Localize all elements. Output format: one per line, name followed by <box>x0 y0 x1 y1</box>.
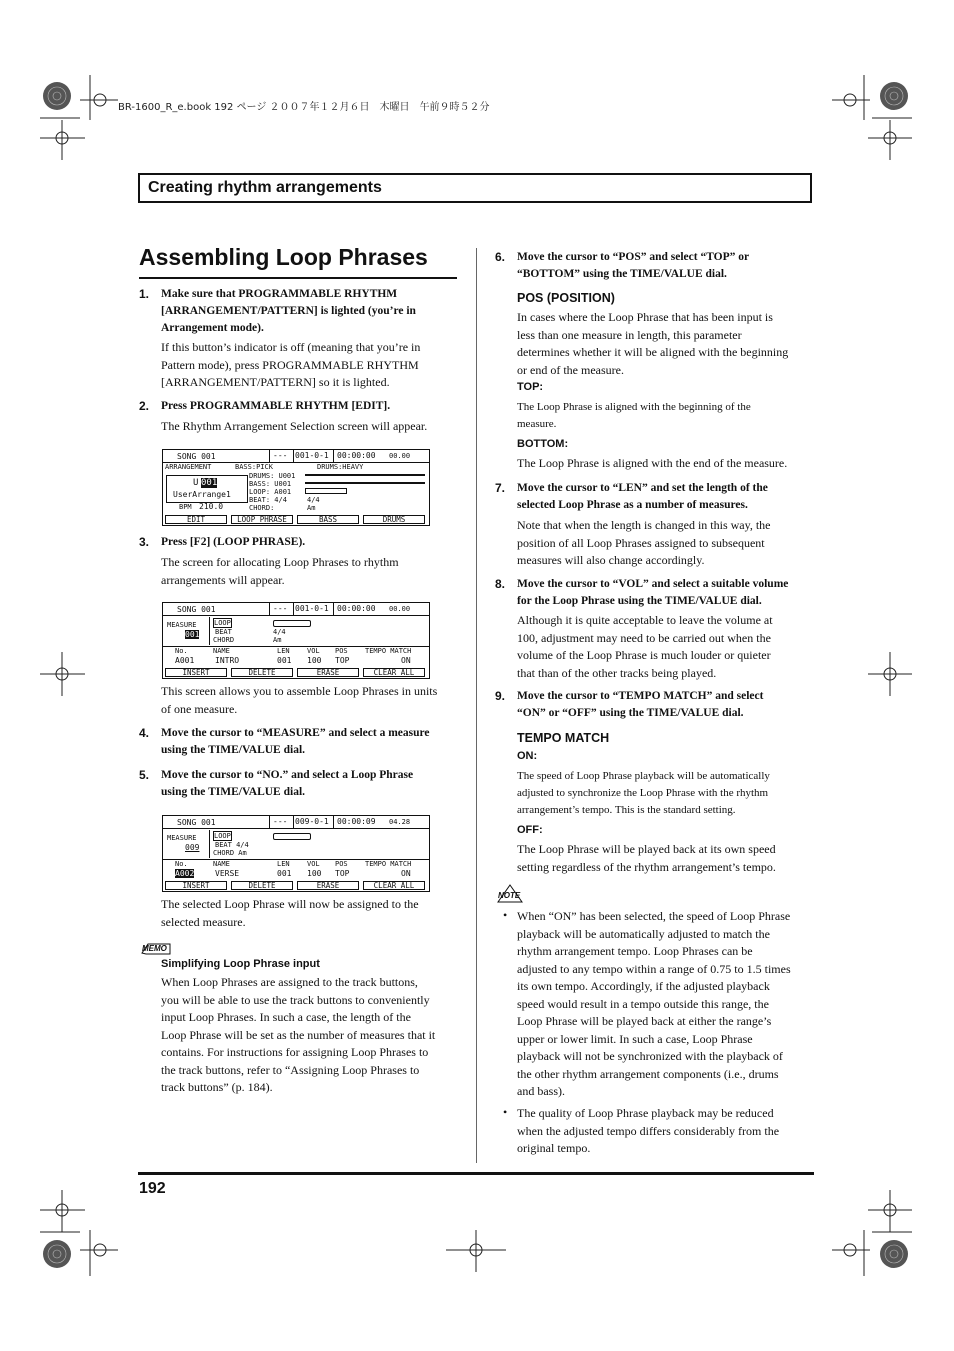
section-title: Creating rhythm arrangements <box>148 179 382 196</box>
f1-button: EDIT <box>165 515 227 524</box>
f1-button: INSERT <box>165 668 227 677</box>
step-body: If this button’s indicator is off (meaning that you’re in Pattern mode), press PROGRAMMABLE RHYTHM [ARRANGEMENT/PATTERN] so it is lighted. <box>161 340 421 389</box>
note-item: The quality of Loop Phrase playback may be reduced when the adjusted tempo differs considerably from the original tempo. <box>517 1106 780 1155</box>
page-number: 192 <box>139 1180 166 1197</box>
print-info-line: BR-1600_R_e.book 192 ページ ２００７年１２月６日 木曜日 午前９時５２分 <box>118 102 490 113</box>
option-label: TOP: <box>517 381 544 393</box>
title-rule <box>139 277 457 279</box>
step-number: 4. <box>139 726 150 740</box>
note-item: When “ON” has been selected, the speed of Loop Phrase playback will be automatically adjusted to match the rhythm arrangement tempo. Loop Phrases can be adjusted to any tempo within a range of 0.75 to 1.5 times its own tempo. Accordingly, if the adjusted playback speed would result in a tempo outside this range, the Loop Phrase will be played back at either the range’s upper or lower limit. In such a case, Loop Phrase playback will not be synchronized with the playback of the other rhythm arrangement components (i.e., drums and bass). <box>517 909 791 1098</box>
option-description: The speed of Loop Phrase playback will be automatically adjusted to synchronize the Loop Phrase with the rhythm arrangement’s tempo. This is the standard setting. <box>517 770 770 816</box>
footer-rule <box>138 1172 814 1175</box>
step-number: 8. <box>495 577 506 591</box>
step-number: 7. <box>495 481 506 495</box>
option-description: The Loop Phrase is aligned with the end of the measure. <box>517 456 788 470</box>
step-text: Move the cursor to “VOL” and select a suitable volume for the Loop Phrase using the TIME/VALUE dial. <box>517 578 789 607</box>
f4-button: CLEAR ALL <box>363 881 425 890</box>
section-header <box>138 173 812 203</box>
bullet-icon: • <box>503 1105 508 1119</box>
memo-title: Simplifying Loop Phrase input <box>161 958 320 970</box>
f1-button: INSERT <box>165 881 227 890</box>
step-number: 1. <box>139 287 150 301</box>
step-body: Note that when the length is changed in this way, the position of all Loop Phrases assigned to subsequent measures will also change accordingly. <box>517 518 771 567</box>
memo-icon: MEMO <box>140 941 165 950</box>
memo-body: When Loop Phrases are assigned to the track buttons, you will be able to use the track buttons to conveniently input Loop Phrases. In such a case, the length of the Loop Phrase will be set as the number of measures that it contains. For instructions for assigning Loop Phrases to the track buttons, refer to “Assigning Loop Phrases to track buttons” (p. 184). <box>161 975 436 1094</box>
step-text: Move the cursor to “TEMPO MATCH” and select “ON” or “OFF” using the TIME/VALUE dial. <box>517 690 764 719</box>
step-text: Move the cursor to “NO.” and select a Loop Phrase using the TIME/VALUE dial. <box>161 769 414 798</box>
lcd-screen-arrangement-select: SONG 001 --- 001-0-1 00:00:00 00.00 ARRANGEMENT BASS:PICK DRUMS:HEAVY U 001 UserArrange1 DRUMS: U001 BASS: U001 LOOP: A001 BEAT: 4/4 CHORD: 4/4 Am BPM 210.0 EDIT LOOP PHRASE BASS DRUMS <box>162 449 430 526</box>
step-body: Although it is quite acceptable to leave the volume at 100, adjustment may need to be carried out when the volume of the Loop Phrase is much louder or quieter that than of the other tracks being played. <box>517 613 773 680</box>
f2-button: DELETE <box>231 668 293 677</box>
lcd-screen-loop-phrase-assigned: SONG 001 --- 009-0-1 00:00:09 04.28 MEASURE 009 LOOP BEAT 4/4 CHORD Am No. NAME LEN VOL POS TEMPO MATCH A002 VERSE 001 100 TOP ON INSERT DELETE ERASE CLEAR ALL <box>162 815 430 892</box>
bullet-icon: • <box>503 908 508 922</box>
step-text: Press PROGRAMMABLE RHYTHM [EDIT]. <box>161 400 391 412</box>
option-label: BOTTOM: <box>517 438 569 450</box>
step-text: Press [F2] (LOOP PHRASE). <box>161 536 306 548</box>
step-body: This screen allows you to assemble Loop Phrases in units of one measure. <box>161 684 438 716</box>
step-text: Make sure that PROGRAMMABLE RHYTHM [ARRANGEMENT/PATTERN] is lighted (you’re in Arrangement mode). <box>161 288 416 334</box>
f2-button: DELETE <box>231 881 293 890</box>
step-text: Move the cursor to “MEASURE” and select a measure using the TIME/VALUE dial. <box>161 727 430 756</box>
option-label: ON: <box>517 750 538 762</box>
step-text: Move the cursor to “POS” and select “TOP” or “BOTTOM” using the TIME/VALUE dial. <box>517 251 750 280</box>
f4-button: CLEAR ALL <box>363 668 425 677</box>
option-description: The Loop Phrase will be played back at its own speed setting regardless of the rhythm arrangement’s tempo. <box>517 842 776 874</box>
f3-button: ERASE <box>297 668 359 677</box>
step-number: 9. <box>495 689 506 703</box>
lcd-screen-loop-phrase: SONG 001 --- 001-0-1 00:00:00 00.00 MEASURE 001 LOOP BEAT CHORD 4/4 Am No. NAME LEN VOL POS TEMPO MATCH A001 INTRO 001 100 TOP ON INSERT DELETE ERASE CLEAR ALL <box>162 602 430 679</box>
page-title: Assembling Loop Phrases <box>139 244 428 270</box>
step-text: Move the cursor to “LEN” and set the length of the selected Loop Phrase as a number of measures. <box>517 482 768 511</box>
step-number: 6. <box>495 250 506 264</box>
step-body: The Rhythm Arrangement Selection screen will appear. <box>161 419 428 433</box>
f4-button: DRUMS <box>363 515 425 524</box>
f3-button: ERASE <box>297 881 359 890</box>
column-divider <box>476 248 477 1163</box>
pos-description: In cases where the Loop Phrase that has been input is less than one measure in length, this parameter determines whether it will be aligned with the beginning or end of the measure. <box>517 310 789 377</box>
step-number: 2. <box>139 399 150 413</box>
step-body: The screen for allocating Loop Phrases to rhythm arrangements will appear. <box>161 555 399 587</box>
f3-button: BASS <box>297 515 359 524</box>
subheading-tempo-match: TEMPO MATCH <box>517 731 610 745</box>
subheading-pos: POS (POSITION) <box>517 291 615 305</box>
note-icon: NOTE <box>497 884 519 893</box>
step-number: 5. <box>139 768 150 782</box>
step-number: 3. <box>139 535 150 549</box>
option-description: The Loop Phrase is aligned with the beginning of the measure. <box>517 401 751 430</box>
f2-button: LOOP PHRASE <box>231 515 293 524</box>
step-body: The selected Loop Phrase will now be assigned to the selected measure. <box>161 897 419 929</box>
option-label: OFF: <box>517 824 543 836</box>
